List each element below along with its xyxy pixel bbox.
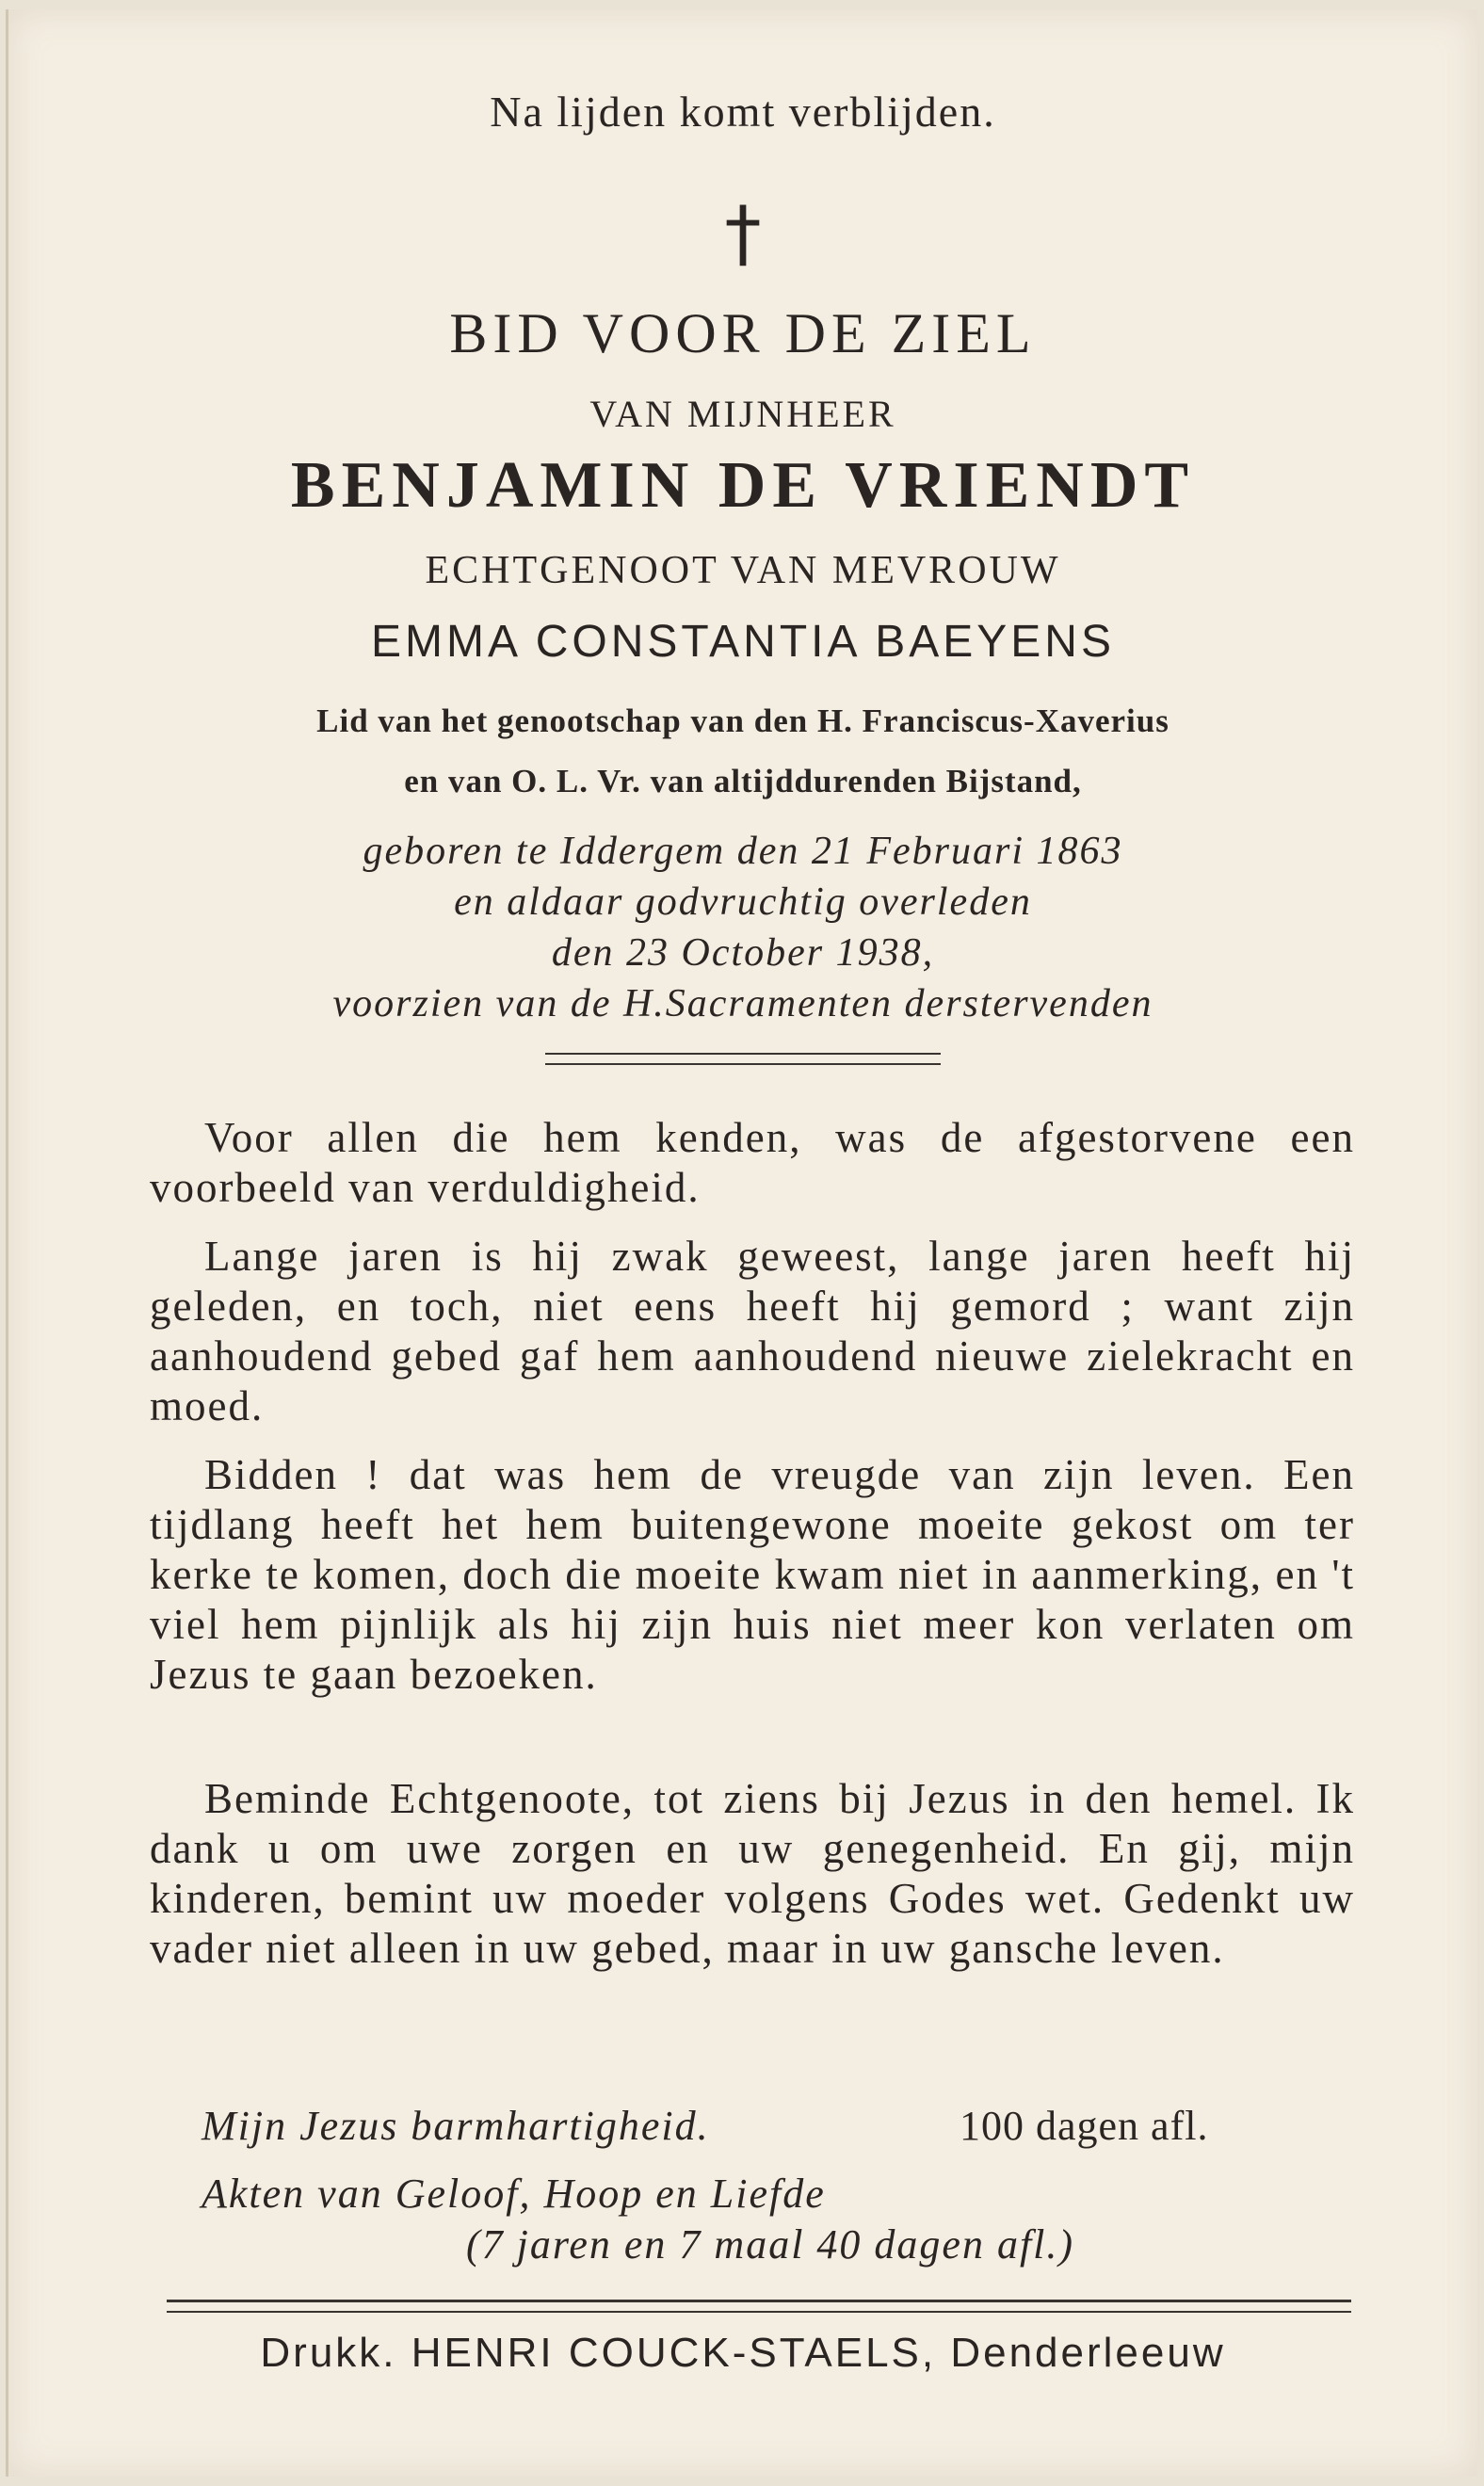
motto: Na lijden komt verblijden.	[490, 88, 996, 136]
wife-name: EMMA CONSTANTIA BAEYENS	[371, 617, 1115, 667]
death-line: en aldaar godvruchtig overleden	[454, 880, 1032, 924]
indulgence-days-2: (7 jaren en 7 maal 40 dagen afl.)	[466, 2221, 1075, 2268]
van-mijnheer: VAN MIJNHEER	[589, 393, 896, 435]
death-date-line: den 23 October 1938,	[551, 931, 935, 975]
birth-line: geboren te Iddergem den 21 Februari 1863	[363, 830, 1123, 873]
divider-short	[545, 1053, 941, 1065]
membership-line-1: Lid van het genootschap van den H. Franciscus-Xaverius	[316, 702, 1169, 739]
indulgence-prayer-2: Akten van Geloof, Hoop en Liefde	[202, 2171, 826, 2217]
printer-credit: Drukk. HENRI COUCK-STAELS, Denderleeuw	[260, 2330, 1226, 2376]
indulgence-days-1: 100 dagen afl.	[960, 2103, 1209, 2149]
sacraments-line: voorzien van de H.Sacramenten derstervenden	[332, 982, 1153, 1025]
paragraph-3: Bidden ! dat was hem de vreugde van zijn leven. Een tijdlang heeft het hem buitengewone moeite gekost om ter kerke te komen, doch die moeite kwam niet in aanmerking, en 't viel hem pijnlijk als hij zijn huis niet meer kon verlaten om Jezus te gaan bezoeken.	[150, 1451, 1355, 1698]
deceased-name: BENJAMIN DE VRIENDT	[290, 449, 1196, 522]
divider-long	[167, 2300, 1351, 2313]
pray-for-heading: BID VOOR DE ZIEL	[449, 302, 1037, 364]
memorial-card	[6, 9, 1477, 2477]
paragraph-2: Lange jaren is hij zwak geweest, lange jaren heeft hij geleden, en toch, niet eens heeft hij gemord ; want zijn aanhoudend gebed gaf hem aanhoudend nieuwe zielekracht en moed.	[150, 1233, 1355, 1429]
paragraph-1: Voor allen die hem kenden, was de afgestorvene een voorbeeld van verduldigheid.	[150, 1114, 1355, 1211]
membership-line-2: en van O. L. Vr. van altijddurenden Bijstand,	[404, 763, 1082, 799]
cross-icon: †	[724, 192, 762, 277]
paragraph-4: Beminde Echtgenoote, tot ziens bij Jezus in den hemel. Ik dank u om uwe zorgen en uw genegenheid. En gij, mijn kinderen, bemint uw moeder volgens Godes wet. Gedenkt uw vader niet alleen in uw gebed, maar in uw gansche leven.	[150, 1775, 1355, 1972]
echtgenoot-label: ECHTGENOOT VAN MEVROUW	[425, 549, 1061, 592]
indulgence-prayer-1: Mijn Jezus barmhartigheid.	[202, 2103, 710, 2149]
